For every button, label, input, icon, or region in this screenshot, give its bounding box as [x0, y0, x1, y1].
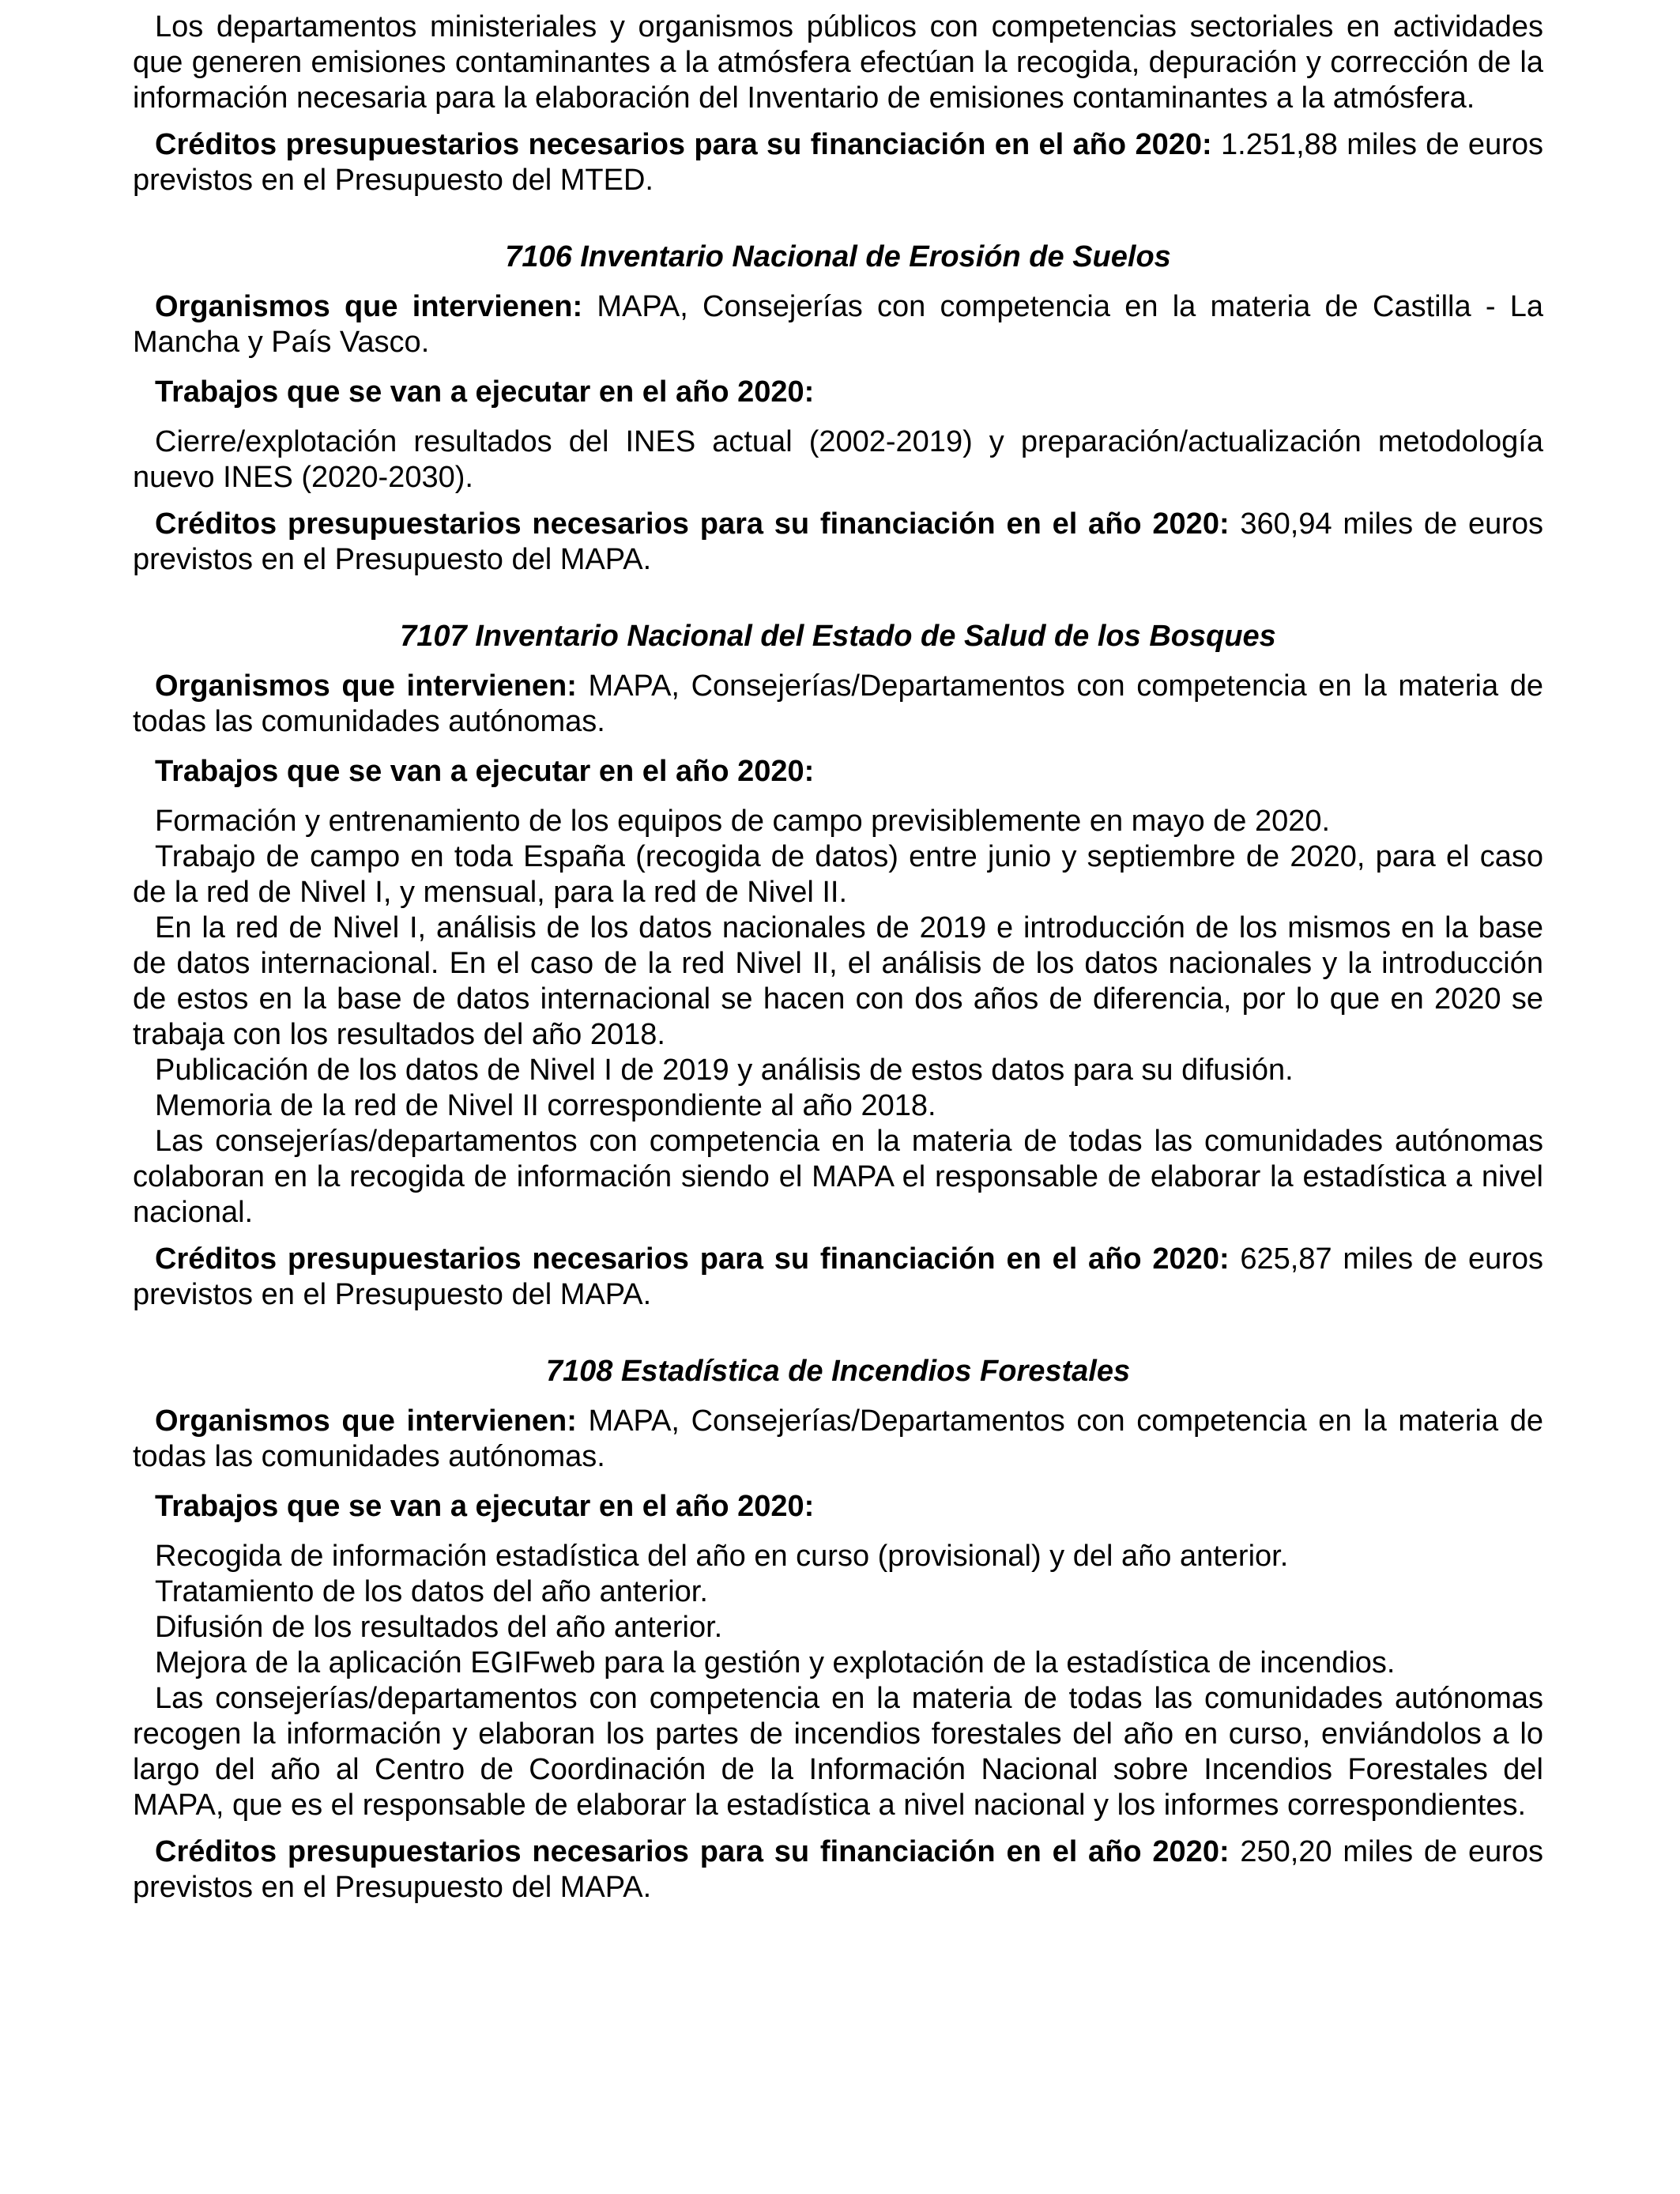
works-list-7108: [133, 1539, 1543, 1823]
works-heading-7107: Trabajos que se van a ejecutar en el año 2020:: [155, 755, 815, 788]
section-title-7106: 7106 Inventario Nacional de Erosión de Suelos: [505, 240, 1171, 273]
credits-7106: [133, 507, 1543, 578]
work-item: Mejora de la aplicación EGIFweb para la gestión y explotación de la estadística de incendios.: [155, 1646, 1396, 1679]
work-item: Cierre/explotación resultados del INES actual (2002-2019) y preparación/actualización metodología nuevo INES (2020-2030).: [133, 425, 1543, 494]
work-item: En la red de Nivel I, análisis de los datos nacionales de 2019 e introducción de los mismos en la base de datos internacional. En el caso de la red Nivel II, el análisis de los datos nacionales y la introducción de estos en la base de datos internacional se hacen con dos años de diferencia, por lo que en 2020 se trabaja con los resultados del año 2018.: [133, 911, 1543, 1051]
organisms-7107: [133, 669, 1543, 740]
section-title-7108: 7108 Estadística de Incendios Forestales: [545, 1355, 1131, 1388]
works-list-7106: [133, 424, 1543, 496]
organisms-value: MAPA, Consejerías/Departamentos con competencia en la materia de todas las comunidades autónomas.: [133, 1404, 1543, 1473]
works-heading-7108: Trabajos que se van a ejecutar en el año 2020:: [155, 1490, 815, 1523]
works-heading-7106: Trabajos que se van a ejecutar en el año 2020:: [155, 375, 815, 409]
work-item: Recogida de información estadística del año en curso (provisional) y del año anterior.: [155, 1540, 1289, 1573]
work-item: Memoria de la red de Nivel II correspondiente al año 2018.: [155, 1089, 936, 1122]
credits-7108: [133, 1834, 1543, 1906]
work-item: Las consejerías/departamentos con competencia en la materia de todas las comunidades autónomas recogen la información y elaboran los partes de incendios forestales del año en curso, enviándolos a lo largo del año al Centro de Coordinación de la Información Nacional sobre Incendios Forestales del MAPA, que es el responsable de elaborar la estadística a nivel nacional y los informes correspondientes.: [133, 1682, 1543, 1822]
credits-value: 625,87 miles de euros previstos en el Presupuesto del MAPA.: [133, 1242, 1544, 1311]
organisms-label: Organismos que intervienen:: [155, 1404, 577, 1438]
organisms-value: MAPA, Consejerías con competencia en la materia de Castilla - La Mancha y País Vasco.: [133, 290, 1543, 359]
organisms-label: Organismos que intervienen:: [155, 290, 583, 323]
credits-7107: [133, 1242, 1543, 1313]
credits-label: Créditos presupuestarios necesarios para su financiación en el año 2020:: [155, 1242, 1230, 1276]
credits-value: 250,20 miles de euros previstos en el Presupuesto del MAPA.: [133, 1835, 1544, 1904]
document-body: [133, 9, 1543, 1906]
organisms-7108: [133, 1404, 1543, 1475]
section-title-7107: 7107 Inventario Nacional del Estado de Salud de los Bosques: [400, 620, 1276, 653]
intro-credits: [133, 127, 1543, 198]
works-list-7107: [133, 804, 1543, 1231]
work-item: Trabajo de campo en toda España (recogida de datos) entre junio y septiembre de 2020, para el caso de la red de Nivel I, y mensual, para la red de Nivel II.: [133, 840, 1543, 909]
work-item: Tratamiento de los datos del año anterior.: [155, 1575, 708, 1608]
credits-label: Créditos presupuestarios necesarios para su financiación en el año 2020:: [155, 128, 1212, 161]
work-item: Formación y entrenamiento de los equipos de campo previsiblemente en mayo de 2020.: [155, 805, 1331, 838]
credits-label: Créditos presupuestarios necesarios para su financiación en el año 2020:: [155, 507, 1230, 541]
organisms-value: MAPA, Consejerías/Departamentos con competencia en la materia de todas las comunidades autónomas.: [133, 669, 1543, 738]
credits-label: Créditos presupuestarios necesarios para su financiación en el año 2020:: [155, 1835, 1230, 1868]
organisms-7106: [133, 289, 1543, 360]
organisms-label: Organismos que intervienen:: [155, 669, 577, 703]
credits-value: 360,94 miles de euros previstos en el Presupuesto del MAPA.: [133, 507, 1544, 576]
work-item: Las consejerías/departamentos con competencia en la materia de todas las comunidades autónomas colaboran en la recogida de información siendo el MAPA el responsable de elaborar la estadística a nivel nacional.: [133, 1125, 1543, 1229]
credits-value: 1.251,88 miles de euros previstos en el Presupuesto del MTED.: [133, 128, 1543, 197]
work-item: Publicación de los datos de Nivel I de 2019 y análisis de estos datos para su difusión.: [155, 1054, 1294, 1087]
intro-paragraph: Los departamentos ministeriales y organismos públicos con competencias sectoriales en actividades que generen emisiones contaminantes a la atmósfera efectúan la recogida, depuración y corrección de la información necesaria para la elaboración del Inventario de emisiones contaminantes a la atmósfera.: [133, 10, 1543, 115]
work-item: Difusión de los resultados del año anterior.: [155, 1611, 723, 1644]
